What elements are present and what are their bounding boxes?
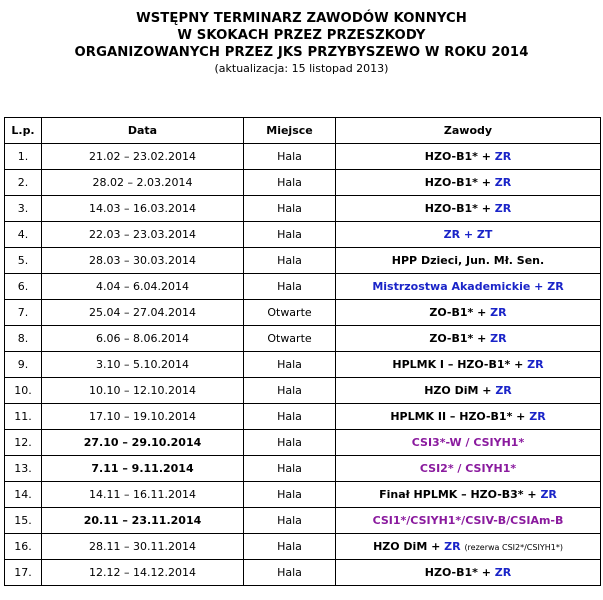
header-event: Zawody <box>336 118 601 144</box>
title-line-3: ORGANIZOWANYCH PRZEZ JKS PRZYBYSZEWO W ROKU 2014 <box>74 45 529 60</box>
cell-date: 3.10 – 5.10.2014 <box>42 352 244 378</box>
cell-place: Hala <box>244 248 336 274</box>
table-row <box>5 560 601 586</box>
cell-lp: 13. <box>5 456 42 482</box>
cell-lp: 6. <box>5 274 42 300</box>
cell-place: Hala <box>244 274 336 300</box>
cell-lp: 3. <box>5 196 42 222</box>
event-segment: HZO-B1* + <box>424 566 495 579</box>
table-row <box>5 508 601 534</box>
cell-place: Hala <box>244 378 336 404</box>
cell-event <box>336 222 601 248</box>
event-segment: CSI2* / CSIYH1* <box>419 462 517 475</box>
event-segment: HPLMK II – HZO-B1* + <box>390 410 530 423</box>
cell-lp: 5. <box>5 248 42 274</box>
event-segment: CSI1*/CSIYH1*/CSIV-B/CSIAm-B <box>372 514 564 527</box>
table-row <box>5 456 601 482</box>
event-segment: ZR <box>490 306 507 319</box>
table-row <box>5 326 601 352</box>
event-segment: ZR <box>494 566 512 579</box>
cell-place: Hala <box>244 196 336 222</box>
cell-lp: 15. <box>5 508 42 534</box>
cell-event <box>336 430 601 456</box>
cell-date: 21.02 – 23.02.2014 <box>42 144 244 170</box>
cell-lp: 8. <box>5 326 42 352</box>
cell-place: Hala <box>244 560 336 586</box>
event-segment: ZR <box>529 410 546 423</box>
cell-lp: 12. <box>5 430 42 456</box>
cell-lp: 14. <box>5 482 42 508</box>
cell-place: Hala <box>244 482 336 508</box>
cell-date: 25.04 – 27.04.2014 <box>42 300 244 326</box>
cell-event <box>336 482 601 508</box>
cell-date: 22.03 – 23.03.2014 <box>42 222 244 248</box>
cell-place: Hala <box>244 456 336 482</box>
cell-lp: 11. <box>5 404 42 430</box>
cell-place: Hala <box>244 144 336 170</box>
event-segment: ZR <box>495 384 512 397</box>
table-row <box>5 352 601 378</box>
cell-event <box>336 170 601 196</box>
event-segment: ZR <box>444 539 465 553</box>
cell-place: Otwarte <box>244 300 336 326</box>
event-segment: ZR <box>490 332 507 345</box>
cell-date: 20.11 – 23.11.2014 <box>42 508 244 534</box>
cell-date: 28.11 – 30.11.2014 <box>42 534 244 560</box>
cell-date: 14.11 – 16.11.2014 <box>42 482 244 508</box>
cell-place: Hala <box>244 222 336 248</box>
header-place: Miejsce <box>244 118 336 144</box>
cell-event <box>336 534 601 560</box>
table-row <box>5 404 601 430</box>
event-segment: HZO-B1* + <box>424 150 495 163</box>
table-row <box>5 144 601 170</box>
cell-event <box>336 248 601 274</box>
cell-date: 28.03 – 30.03.2014 <box>42 248 244 274</box>
cell-lp: 2. <box>5 170 42 196</box>
cell-lp: 4. <box>5 222 42 248</box>
table-row <box>5 248 601 274</box>
event-segment: HZO DiM + <box>424 384 496 397</box>
cell-event <box>336 144 601 170</box>
cell-event <box>336 560 601 586</box>
event-segment: Mistrzostwa Akademickie + ZR <box>372 280 564 293</box>
cell-lp: 10. <box>5 378 42 404</box>
cell-event <box>336 404 601 430</box>
cell-event <box>336 326 601 352</box>
event-segment: HZO DiM + <box>373 539 445 553</box>
table-header-row <box>5 118 601 144</box>
table-row <box>5 482 601 508</box>
cell-place: Hala <box>244 508 336 534</box>
event-segment: ZR <box>494 176 512 189</box>
cell-lp: 7. <box>5 300 42 326</box>
table-row <box>5 196 601 222</box>
cell-lp: 9. <box>5 352 42 378</box>
schedule-table <box>4 117 601 586</box>
title-line-2: W SKOKACH PRZEZ PRZESZKODY <box>177 28 426 43</box>
cell-date: 7.11 – 9.11.2014 <box>42 456 244 482</box>
cell-date: 6.06 – 8.06.2014 <box>42 326 244 352</box>
header-date: Data <box>42 118 244 144</box>
event-segment: ZO-B1* + <box>429 306 491 319</box>
cell-date: 10.10 – 12.10.2014 <box>42 378 244 404</box>
document-header <box>0 10 603 76</box>
event-segment: HPP Dzieci, Jun. Mł. Sen. <box>391 254 545 267</box>
event-segment: HPLMK I – HZO-B1* + <box>392 358 528 371</box>
cell-event <box>336 300 601 326</box>
table-row <box>5 222 601 248</box>
table-row <box>5 430 601 456</box>
cell-date: 27.10 – 29.10.2014 <box>42 430 244 456</box>
table-row <box>5 300 601 326</box>
cell-place: Otwarte <box>244 326 336 352</box>
header-lp: L.p. <box>5 118 42 144</box>
event-segment: HZO-B1* + <box>424 202 495 215</box>
cell-event <box>336 456 601 482</box>
cell-lp: 1. <box>5 144 42 170</box>
cell-place: Hala <box>244 404 336 430</box>
event-segment: (rezerwa CSI2*/CSIYH1*) <box>464 542 563 552</box>
cell-event <box>336 508 601 534</box>
cell-place: Hala <box>244 352 336 378</box>
cell-lp: 16. <box>5 534 42 560</box>
cell-place: Hala <box>244 534 336 560</box>
update-note: (aktualizacja: 15 listopad 2013) <box>214 62 389 75</box>
table-row <box>5 378 601 404</box>
cell-event <box>336 274 601 300</box>
event-segment: ZR + ZT <box>443 228 493 241</box>
event-segment: ZR <box>527 358 544 371</box>
cell-event <box>336 352 601 378</box>
cell-event <box>336 378 601 404</box>
cell-place: Hala <box>244 170 336 196</box>
cell-date: 4.04 – 6.04.2014 <box>42 274 244 300</box>
event-segment: CSI3*-W / CSIYH1* <box>411 436 525 449</box>
title-line-1: WSTĘPNY TERMINARZ ZAWODÓW KONNYCH <box>136 11 467 26</box>
event-segment: ZR <box>540 488 557 501</box>
event-segment: ZR <box>494 150 512 163</box>
table-row <box>5 534 601 560</box>
cell-date: 12.12 – 14.12.2014 <box>42 560 244 586</box>
event-segment: HZO-B1* + <box>424 176 495 189</box>
cell-lp: 17. <box>5 560 42 586</box>
event-segment: ZR <box>494 202 512 215</box>
cell-date: 14.03 – 16.03.2014 <box>42 196 244 222</box>
cell-date: 28.02 – 2.03.2014 <box>42 170 244 196</box>
cell-place: Hala <box>244 430 336 456</box>
cell-date: 17.10 – 19.10.2014 <box>42 404 244 430</box>
table-row <box>5 170 601 196</box>
event-segment: Finał HPLMK – HZO-B3* + <box>379 488 541 501</box>
cell-event <box>336 196 601 222</box>
table-row <box>5 274 601 300</box>
event-segment: ZO-B1* + <box>429 332 491 345</box>
